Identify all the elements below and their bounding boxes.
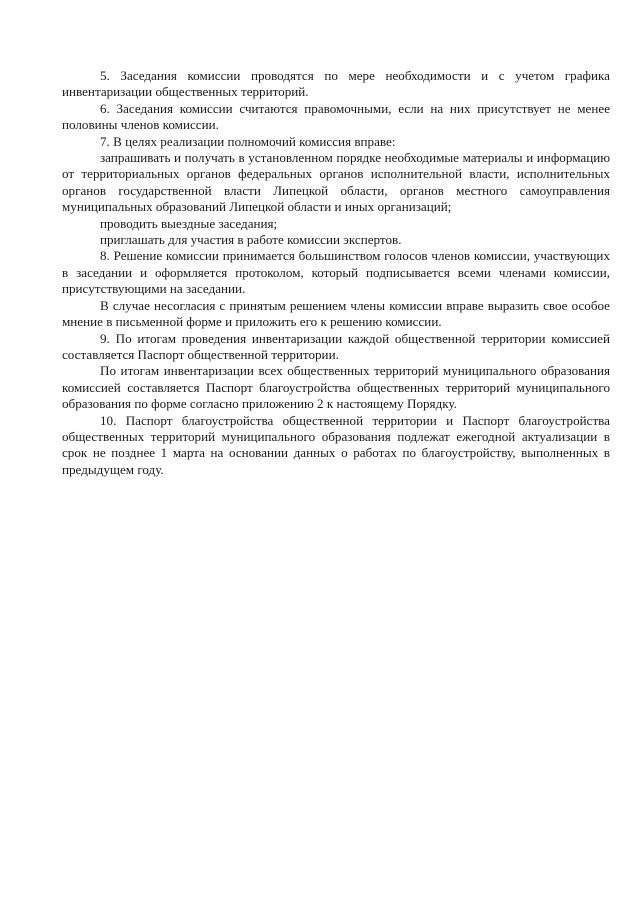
paragraph-municipal-passport: По итогам инвентаризации всех общественных территорий муниципального образования комиссией составляется Паспорт благоустройства общественных территорий муниципального образования по форме согласно приложению 2 к настоящему Порядку. <box>62 363 610 412</box>
right-invite-experts: приглашать для участия в работе комиссии экспертов. <box>100 232 402 248</box>
right-request-materials: запрашивать и получать в установленном порядке необходимые материалы и информацию от территориальных органов федеральных органов исполнительной власти, исполнительных органов государственной власти Липецкой области, органов местного самоуправления муниципальных образований Липецкой области и иных организаций; <box>62 150 610 215</box>
document-body <box>62 68 610 478</box>
paragraph-10-annual-update: 10. Паспорт благоустройства общественной территории и Паспорт благоустройства общественных территорий муниципального образования подлежат ежегодной актуализации в срок не позднее 1 марта на основании данных о работах по благоустройству, выполненных в предыдущем году. <box>62 412 610 477</box>
paragraph-5-meetings-schedule: 5. Заседания комиссии проводятся по мере необходимости и с учетом графика инвентаризации общественных территорий. <box>62 68 610 100</box>
paragraph-8-decision: 8. Решение комиссии принимается большинством голосов членов комиссии, участвующих в заседании и оформляется протоколом, который подписывается всеми членами комиссии, присутствующими на заседании. <box>62 248 610 297</box>
paragraph-9-territory-passport: 9. По итогам проведения инвентаризации каждой общественной территории комиссией составляется Паспорт общественной территории. <box>62 330 610 362</box>
paragraph-7-commission-rights: 7. В целях реализации полномочий комиссия вправе: <box>100 133 396 149</box>
right-field-meetings: проводить выездные заседания; <box>100 215 278 231</box>
paragraph-dissent: В случае несогласия с принятым решением члены комиссии вправе выразить свое особое мнение в письменной форме и приложить его к решению комиссии. <box>62 297 610 330</box>
paragraph-6-quorum: 6. Заседания комиссии считаются правомочными, если на них присутствует не менее половины членов комиссии. <box>62 100 610 133</box>
